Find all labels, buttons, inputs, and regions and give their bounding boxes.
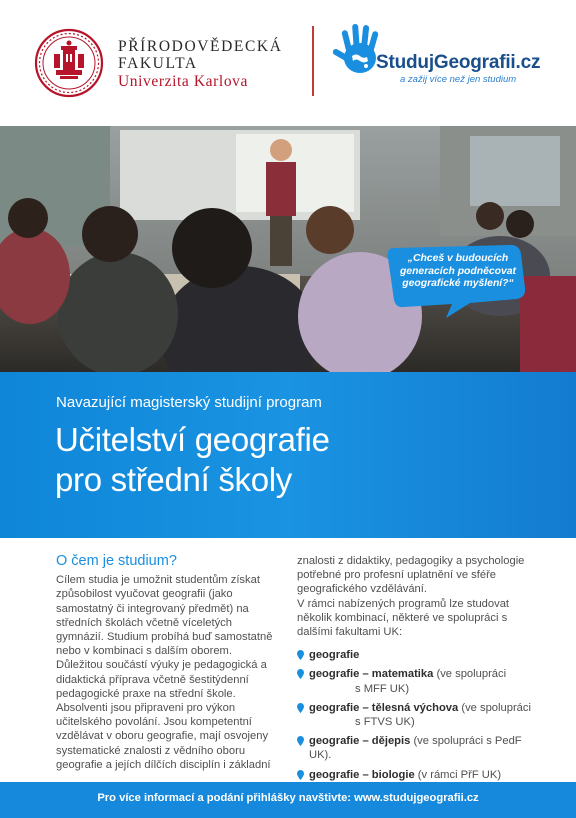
option-name: geografie – matematika [309, 668, 434, 681]
footer-bar [0, 782, 576, 818]
faculty-name [118, 38, 283, 91]
paragraph-continuation: znalosti z didaktiky, pedagogiky a psychologie potřebné pro profesní uplatnění ve sféře geografického vzdělávání. [297, 555, 525, 596]
university-name: Univerzita Karlova [118, 73, 249, 90]
section-heading: O čem je studium? [56, 553, 177, 569]
map-pin-icon [297, 736, 304, 746]
footer-link-text[interactable]: Pro více informací a podání přihlášky navštivte: www.studujgeografii.cz [97, 792, 479, 804]
option-note: (ve spolupráci s PedF UK). [309, 735, 522, 762]
body-column-left [56, 554, 278, 772]
faculty-line2: FAKULTA [118, 55, 198, 72]
option-note-cont: s MFF UK) [355, 682, 410, 695]
paragraph-combinations: V rámci nabízených programů lze studovat několik kombinací, některé ve spolupráci s dalšími fakultami UK: [297, 597, 510, 639]
header [0, 0, 576, 126]
classroom-photo [0, 126, 576, 372]
university-seal-icon [34, 28, 104, 98]
brand-tagline: a zažij více než jen studium [400, 74, 517, 85]
map-pin-icon [297, 650, 304, 660]
option-note: (v rámci PřF UK) [414, 768, 502, 781]
map-pin-icon [297, 703, 304, 713]
list-item [297, 667, 537, 695]
option-note: (ve spolupráci [433, 668, 507, 681]
option-note-cont: s FTVS UK) [355, 716, 415, 729]
list-item [297, 734, 537, 762]
option-name: geografie – biologie [309, 768, 415, 781]
option-note: (ve spolupráci [458, 701, 531, 714]
option-name: geografie – tělesná výchova [309, 701, 459, 714]
list-item [297, 648, 537, 662]
list-item [297, 701, 537, 729]
program-title [55, 420, 330, 500]
map-pin-icon [297, 770, 304, 780]
brand-name: StudujGeografii.cz [376, 52, 541, 73]
header-divider [312, 26, 314, 96]
map-pin-icon [297, 669, 304, 679]
title-band-content [0, 372, 576, 538]
program-subtitle: Navazující magisterský studijní program [56, 394, 322, 411]
faculty-line1: PŘÍRODOVĚDECKÁ [118, 38, 283, 55]
option-name: geografie – dějepis [309, 735, 411, 748]
paragraph-goal: Cílem studia je umožnit studentům získat způsobilost vyučovat geografii (jako samostatný či integrovaný předmět) na středních školách včetně víceletých gymnázií. Studium probíhá buď samostatně nebo v kombinaci s dalším oborem. Důležitou součástí výuky je pedagogická a didaktická příprava včetně šestitýdenní pedagogické praxe na střední škole. [56, 574, 273, 700]
speech-bubble-text: „Chceš v budoucích generacích podněcovat geografické myšlení?“ [399, 253, 517, 289]
body-column-right [297, 554, 537, 787]
paragraph-graduates: Absolventi jsou připraveni pro výkon učitelského povolání. Jsou kompetentní vzdělávat v oboru geografie, mají osvojeny systematické znalosti z vědního oboru geografie a jejích dílčích disciplín i základní [56, 702, 271, 771]
program-title-line1: Učitelství geografie [55, 421, 330, 458]
program-title-line2: pro střední školy [55, 461, 293, 498]
combination-list [297, 648, 537, 782]
list-item [297, 768, 537, 782]
option-name: geografie [309, 649, 360, 662]
